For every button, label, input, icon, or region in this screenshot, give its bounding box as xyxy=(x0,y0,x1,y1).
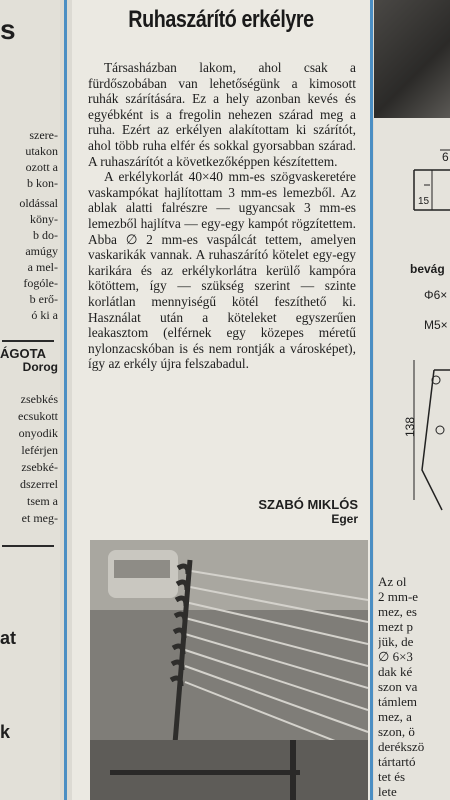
text-line-fragment: támlem xyxy=(378,694,417,709)
blue-column-rule-right xyxy=(370,0,373,800)
blue-column-rule-left xyxy=(64,0,67,800)
text-line-fragment: tártartó xyxy=(378,754,416,769)
text-line-fragment: leférjen xyxy=(21,443,58,457)
text-line-fragment: b do- xyxy=(33,228,58,242)
text-line-fragment: mez, es xyxy=(378,604,417,619)
left-column-signature-name: ÁGOTA xyxy=(0,346,46,361)
article-body xyxy=(88,60,356,372)
right-column-label: Φ6× xyxy=(424,288,448,302)
text-line-fragment: szere- xyxy=(29,128,58,142)
article-paragraph: A erkélykorlát 40×40 mm-es szögvaskeretére vaskampókat hajlítottam 3 mm-es lemezből. Az ablak alatti falrészre — ugyancsak 3 mm-es lemezből hajlítva — egy-egy kampót rögzítettem. Abba ∅ 2 mm-es vaspálcát tettem, amelyen vaskarikák vannak. A ruhaszárító kötelet egy-egy karikára és az erkélykorlátra kerülő kampóra kötöttem, így — szükség szerint — szinte korlátlan mennyiségű kötél feszíthető ki. Használat után a köteleket egyszerűen leakasztom (elférnek egy közepes méretű nylonzacskóban is és nem rontják a városképet), így az erkély újra felszabadul. xyxy=(88,169,356,372)
article-paragraph: Társasházban lakom, ahol csak a fürdőszobában van lehetőségünk a kimosott ruhák szárítására. Ez a hely azonban kevés és egyébként is a fregolin nehezen szárad meg a ruha. Ezért az erkélyen alakítottam ki szárítót, ahol több ruha elfér és sokkal gyorsabban szárad. A ruhaszárítót a következőképpen készítettem. xyxy=(88,60,356,169)
text-line-fragment: et meg- xyxy=(21,511,58,525)
text-line-fragment: amúgy xyxy=(25,244,58,258)
text-line-fragment: mezt p xyxy=(378,619,414,634)
photo-drawing xyxy=(90,540,368,800)
author-name: SZABÓ MIKLÓS xyxy=(258,497,358,512)
dimension-label: 15 xyxy=(418,196,430,207)
article-photo xyxy=(90,540,368,800)
dimension-label: 138 xyxy=(403,416,418,438)
right-neighbour-column xyxy=(374,0,450,800)
text-line-fragment: ∅ 6×3 xyxy=(378,649,413,664)
text-line-fragment: lete xyxy=(378,784,397,799)
text-line-fragment: köny- xyxy=(30,212,58,226)
text-line-fragment: zsebkés xyxy=(20,392,58,406)
text-line-fragment: szon, ö xyxy=(378,724,415,739)
left-column-fragment: at xyxy=(0,628,17,648)
text-line-fragment: dak ké xyxy=(378,664,413,679)
left-column-divider xyxy=(2,340,54,342)
left-column-fragment: k xyxy=(0,722,11,742)
text-line-fragment: tet és xyxy=(378,769,406,784)
author-city: Eger xyxy=(331,512,358,526)
text-line-fragment: szon va xyxy=(378,679,418,694)
right-column-photo xyxy=(374,0,450,118)
text-line-fragment: ecsukott xyxy=(18,409,58,423)
left-neighbour-column xyxy=(0,0,60,800)
text-line-fragment: zsebké- xyxy=(21,460,58,474)
text-line-fragment: onyodik xyxy=(18,426,58,440)
left-column-heading-fragment: s xyxy=(0,14,16,45)
text-line-fragment: derékszö xyxy=(378,739,425,754)
text-line-fragment: 2 mm-e xyxy=(378,589,419,604)
left-column-divider xyxy=(2,545,54,547)
text-line-fragment: utakon xyxy=(25,144,58,158)
text-line-fragment: jük, de xyxy=(378,634,414,649)
text-line-fragment: ozott a xyxy=(25,160,58,174)
byline xyxy=(258,497,358,527)
text-line-fragment: dszerrel xyxy=(20,477,58,491)
text-line-fragment: tsem a xyxy=(27,494,58,508)
left-column-signature-city: Dorog xyxy=(22,360,58,374)
dimension-label: 6 xyxy=(442,150,449,164)
text-line-fragment: mez, a xyxy=(378,709,412,724)
text-line-fragment: ó ki a xyxy=(31,308,58,322)
technical-drawing-top xyxy=(374,130,450,250)
text-line-fragment: b kon- xyxy=(27,176,58,190)
right-column-label: M5× xyxy=(424,318,448,332)
right-column-label: bevág xyxy=(410,262,445,276)
text-line-fragment: a mel- xyxy=(27,260,58,274)
text-line-fragment: fogóle- xyxy=(23,276,58,290)
article-title: Ruhaszárító erkélyre xyxy=(128,6,314,33)
text-line-fragment: b erő- xyxy=(29,292,58,306)
text-line-fragment: Az ol xyxy=(378,574,407,589)
text-line-fragment: oldással xyxy=(19,196,58,210)
